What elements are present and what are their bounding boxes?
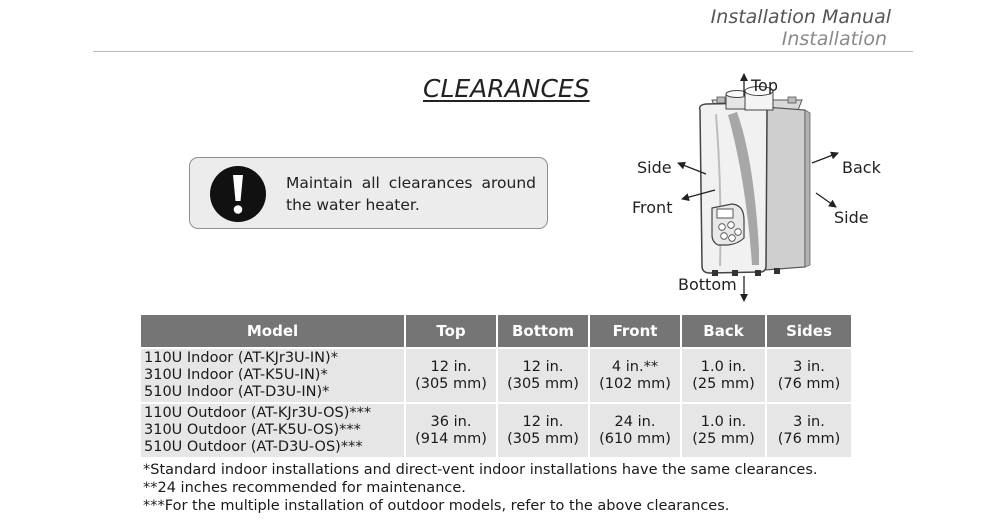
- model-name: 310U Indoor (AT-K5U-IN)*: [144, 367, 328, 383]
- label-front: Front: [632, 198, 673, 217]
- label-bottom: Bottom: [678, 275, 737, 294]
- footnote: ***For the multiple installation of outdoor models, refer to the above clearances.: [143, 498, 730, 514]
- sides-cell: 3 in. (76 mm): [766, 348, 851, 403]
- header-back: Back: [681, 315, 766, 348]
- bottom-cell: 12 in. (305 mm): [497, 348, 589, 403]
- label-side-right: Side: [834, 208, 869, 227]
- front-cell: 24 in. (610 mm): [589, 403, 681, 457]
- top-cell: 36 in. (914 mm): [405, 403, 497, 457]
- water-heater-illustration: [620, 70, 890, 305]
- exclamation-icon: [210, 166, 266, 222]
- footnote: **24 inches recommended for maintenance.: [143, 480, 466, 496]
- warning-text: Maintain all clearances around the water heater.: [286, 174, 536, 214]
- bottom-cell: 12 in. (305 mm): [497, 403, 589, 457]
- header-divider: [93, 51, 913, 52]
- manual-title: Installation Manual: [710, 6, 891, 28]
- model-name: 110U Indoor (AT-KJr3U-IN)*: [144, 350, 338, 366]
- section-subtitle: Installation: [781, 28, 887, 50]
- header-top: Top: [405, 315, 497, 348]
- footnotes: [143, 461, 818, 515]
- header-model: Model: [141, 315, 405, 348]
- table-row: [141, 403, 851, 457]
- table-header-row: [141, 315, 851, 348]
- back-cell: 1.0 in. (25 mm): [681, 348, 766, 403]
- header-front: Front: [589, 315, 681, 348]
- page-title: CLEARANCES: [423, 74, 590, 103]
- front-cell: 4 in.** (102 mm): [589, 348, 681, 403]
- sides-cell: 3 in. (76 mm): [766, 403, 851, 457]
- model-cell: [141, 403, 405, 457]
- model-name: 510U Indoor (AT-D3U-IN)*: [144, 384, 330, 400]
- footnote: *Standard indoor installations and direct-vent indoor installations have the same clearances.: [143, 462, 818, 478]
- model-name: 310U Outdoor (AT-K5U-OS)***: [144, 422, 361, 438]
- label-side-left: Side: [637, 158, 672, 177]
- table-row: [141, 348, 851, 403]
- top-cell: 12 in. (305 mm): [405, 348, 497, 403]
- clearances-table: [141, 315, 851, 457]
- label-back: Back: [842, 158, 881, 177]
- label-top: Top: [751, 76, 778, 95]
- model-name: 510U Outdoor (AT-D3U-OS)***: [144, 439, 363, 455]
- header-bottom: Bottom: [497, 315, 589, 348]
- model-name: 110U Outdoor (AT-KJr3U-OS)***: [144, 405, 372, 421]
- warning-box: [189, 157, 548, 229]
- header-sides: Sides: [766, 315, 851, 348]
- model-cell: [141, 348, 405, 403]
- back-cell: 1.0 in. (25 mm): [681, 403, 766, 457]
- water-heater-diagram: [620, 70, 890, 305]
